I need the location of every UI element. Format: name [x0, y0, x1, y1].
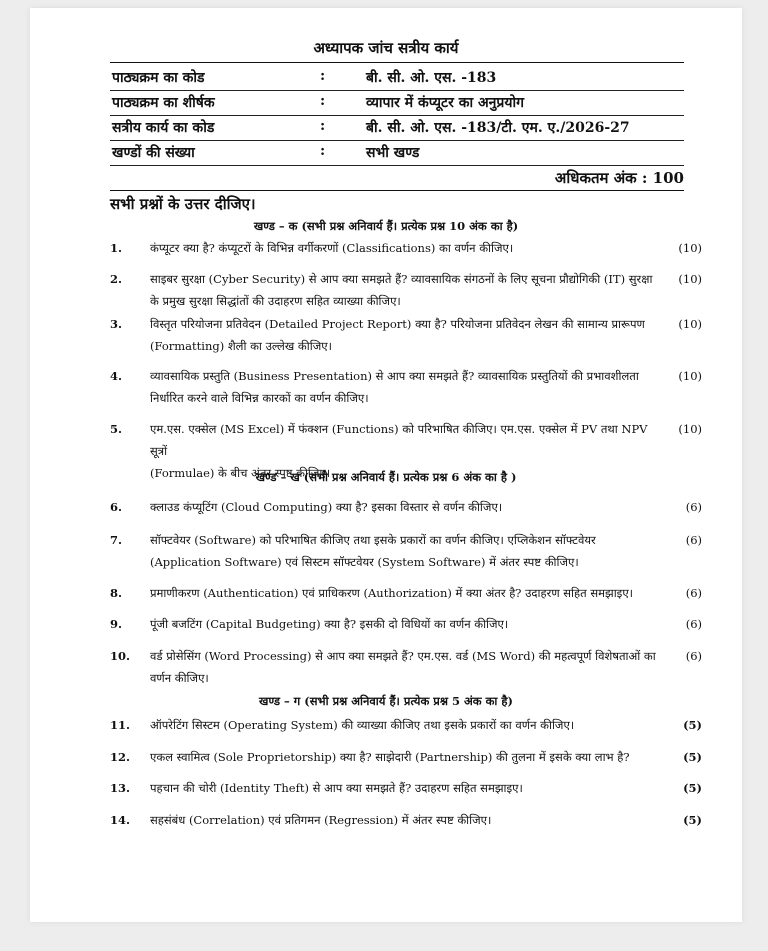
question-text	[150, 582, 660, 604]
title-rule	[110, 62, 684, 63]
question-number: 5.	[110, 422, 123, 436]
question-number: 14.	[110, 813, 131, 827]
meta-row-course-title	[110, 91, 684, 116]
meta-label: खण्डों की संख्या	[112, 145, 195, 161]
question-text	[150, 746, 660, 768]
question-number: 13.	[110, 781, 131, 795]
question-text	[150, 645, 660, 689]
meta-value: बी. सी. ओ. एस. -183/टी. एम. ए./2026-27	[366, 120, 630, 136]
question-line: के प्रमुख सुरक्षा सिद्धांतों की उदाहरण सहित व्याख्या कीजिए।	[150, 294, 401, 308]
question-line: विस्तृत परियोजना प्रतिवेदन (Detailed Project Report) क्या है? परियोजना प्रतिवेदन लेखन की सामान्य प्रारूपण	[150, 317, 645, 331]
question-text	[150, 777, 660, 799]
meta-value: व्यापार में कंप्यूटर का अनुप्रयोग	[366, 95, 525, 111]
meta-colon: :	[320, 68, 326, 84]
question-number: 9.	[110, 617, 123, 631]
question-line: सॉफ्टवेयर (Software) को परिभाषित कीजिए तथा इसके प्रकारों का वर्णन कीजिए। एप्लिकेशन सॉफ्टवेयर	[150, 533, 596, 547]
question-number: 10.	[110, 649, 131, 663]
question-text	[150, 613, 660, 635]
meta-label: पाठ्यक्रम का शीर्षक	[112, 95, 215, 111]
meta-row-blocks	[110, 141, 684, 166]
question-text	[150, 529, 660, 573]
question-marks: (6)	[685, 617, 702, 631]
question-number: 12.	[110, 750, 131, 764]
question-marks: (6)	[685, 586, 702, 600]
question-line: प्रमाणीकरण (Authentication) एवं प्राधिकरण (Authorization) में क्या अंतर है? उदाहरण सहित समझाइए।	[150, 586, 634, 600]
question-line: निर्धारित करने वाले विभिन्न कारकों का वर्णन कीजिए।	[150, 391, 369, 405]
question-text	[150, 714, 660, 736]
assignment-page	[30, 8, 742, 922]
question-line: पूंजी बजटिंग (Capital Budgeting) क्या है? इसकी दो विधियों का वर्णन कीजिए।	[150, 617, 509, 631]
question-line: कंप्यूटर क्या है? कंप्यूटरों के विभिन्न वर्गीकरणों (Classifications) का वर्णन कीजिए।	[150, 241, 514, 255]
meta-label: सत्रीय कार्य का कोड	[112, 120, 215, 136]
question-marks: (6)	[685, 533, 702, 547]
section-heading-a: खण्ड – क (सभी प्रश्न अनिवार्य हैं। प्रत्येक प्रश्न 10 अंक का है)	[253, 219, 519, 233]
meta-colon: :	[320, 118, 326, 134]
question-text	[150, 268, 660, 312]
question-marks: (10)	[678, 241, 702, 255]
question-line: वर्ड प्रोसेसिंग (Word Processing) से आप क्या समझते हैं? एम.एस. वर्ड (MS Word) की महत्वपूर्ण विशेषताओं का	[150, 649, 656, 663]
question-line: व्यावसायिक प्रस्तुति (Business Presentation) से आप क्या समझते हैं? व्यावसायिक प्रस्तुतियों की प्रभावशीलता	[150, 369, 639, 383]
meta-colon: :	[320, 143, 326, 159]
question-marks: (10)	[678, 369, 702, 383]
question-marks: (10)	[678, 272, 702, 286]
question-line: (Application Software) एवं सिस्टम सॉफ्टवेयर (System Software) में अंतर स्पष्ट कीजिए।	[150, 555, 579, 569]
question-text	[150, 237, 660, 259]
question-line: सहसंबंध (Correlation) एवं प्रतिगमन (Regression) में अंतर स्पष्ट कीजिए।	[150, 813, 492, 827]
question-number: 2.	[110, 272, 123, 286]
question-number: 1.	[110, 241, 123, 255]
question-marks: (10)	[678, 422, 702, 436]
section-heading-c: खण्ड – ग (सभी प्रश्न अनिवार्य हैं। प्रत्येक प्रश्न 5 अंक का है)	[259, 694, 513, 708]
question-marks: (5)	[683, 718, 702, 732]
question-line: एकल स्वामित्व (Sole Proprietorship) क्या है? साझेदारी (Partnership) की तुलना में इसके क्या लाभ है?	[150, 750, 630, 764]
question-line: (Formatting) शैली का उल्लेख कीजिए।	[150, 339, 332, 353]
question-number: 4.	[110, 369, 123, 383]
question-marks: (6)	[685, 649, 702, 663]
question-line: (Formulae) के बीच अंतर स्पष्ट कीजिए।	[150, 466, 331, 480]
question-line: एम.एस. एक्सेल (MS Excel) में फंक्शन (Functions) को परिभाषित कीजिए। एम.एस. एक्सेल में PV तथा NPV सूत्रों	[150, 422, 648, 458]
meta-label: पाठ्यक्रम का कोड	[112, 70, 205, 86]
section-heading-b: खण्ड – ख (सभी प्रश्न अनिवार्य हैं। प्रत्येक प्रश्न 6 अंक का है )	[255, 470, 517, 484]
meta-colon: :	[320, 93, 326, 109]
question-number: 6.	[110, 500, 123, 514]
page-title: अध्यापक जांच सत्रीय कार्य	[313, 39, 459, 57]
question-number: 7.	[110, 533, 123, 547]
question-text	[150, 365, 660, 409]
question-line: क्लाउड कंप्यूटिंग (Cloud Computing) क्या है? इसका विस्तार से वर्णन कीजिए।	[150, 500, 503, 514]
question-marks: (5)	[683, 750, 702, 764]
question-line: पहचान की चोरी (Identity Theft) से आप क्या समझते हैं? उदाहरण सहित समझाइए।	[150, 781, 523, 795]
meta-row-course-code	[110, 66, 684, 91]
question-marks: (5)	[683, 813, 702, 827]
question-text	[150, 313, 660, 357]
question-line: साइबर सुरक्षा (Cyber Security) से आप क्या समझते हैं? व्यावसायिक संगठनों के लिए सूचना प्रौद्योगिकी (IT) सुरक्षा	[150, 272, 653, 286]
meta-value: बी. सी. ओ. एस. -183	[366, 70, 497, 86]
instruction: सभी प्रश्नों के उत्तर दीजिए।	[110, 195, 256, 213]
meta-value: सभी खण्ड	[366, 145, 420, 161]
question-marks: (6)	[685, 500, 702, 514]
question-marks: (10)	[678, 317, 702, 331]
max-marks-rule	[110, 190, 684, 191]
question-marks: (5)	[683, 781, 702, 795]
question-number: 11.	[110, 718, 131, 732]
question-text	[150, 496, 660, 518]
question-number: 8.	[110, 586, 123, 600]
max-marks: अधिकतम अंक : 100	[554, 169, 684, 187]
question-number: 3.	[110, 317, 123, 331]
question-line: वर्णन कीजिए।	[150, 671, 209, 685]
question-line: ऑपरेटिंग सिस्टम (Operating System) की व्याख्या कीजिए तथा इसके प्रकारों का वर्णन कीजिए।	[150, 718, 575, 732]
meta-row-assignment-code	[110, 116, 684, 141]
question-text	[150, 809, 660, 831]
